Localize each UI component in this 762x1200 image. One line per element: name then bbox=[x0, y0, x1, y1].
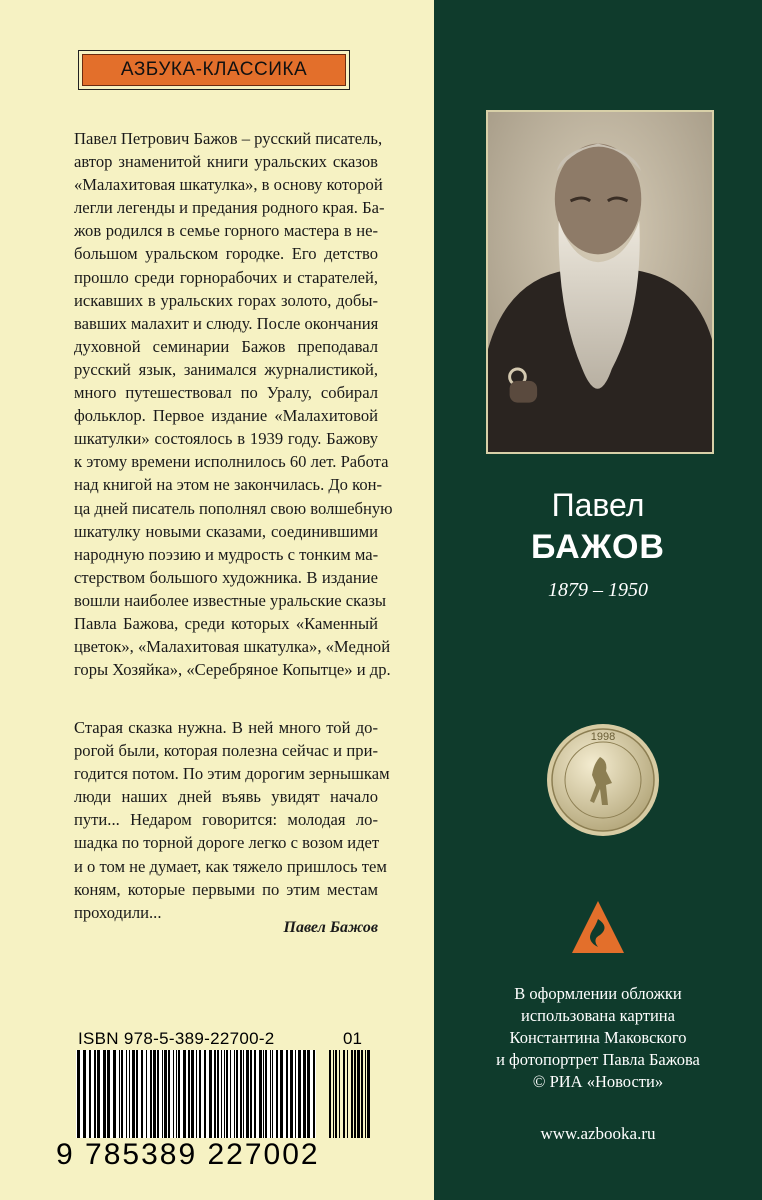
description-line: Павла Бажова, среди которых «Каменный bbox=[74, 613, 378, 633]
description-line: духовной семинарии Бажов преподавал bbox=[74, 336, 378, 356]
quote-line: пути... Недаром говорится: молодая ло- bbox=[74, 810, 378, 830]
quote-signature: Павел Бажов bbox=[283, 919, 378, 936]
description-line: автор знаменитой книги уральских сказов bbox=[74, 152, 378, 172]
description-line: к этому времени исполнилось 60 лет. Работа bbox=[74, 452, 389, 472]
quote-line: проходили... bbox=[74, 902, 162, 922]
quote-line: люди наших дней въявь увидят начало bbox=[74, 787, 378, 807]
quote-line: рогой были, которая полезна сейчас и при- bbox=[74, 741, 378, 761]
cover-credits bbox=[434, 983, 762, 1093]
description-line: цветок», «Малахитовая шкатулка», «Медной bbox=[74, 637, 391, 657]
description-line: стерством большого художника. В издание bbox=[74, 567, 378, 587]
quote-line: шадка по торной дороге легко с возом идет bbox=[74, 833, 380, 853]
author-portrait-photo bbox=[486, 110, 714, 454]
description-line: «Малахитовая шкатулка», в основу которой bbox=[74, 175, 383, 195]
description-line: русский язык, занимался журналистикой, bbox=[74, 359, 378, 379]
description-line: вошли наиболее известные уральские сказы bbox=[74, 590, 387, 610]
description-line: шкатулку новыми сказами, соединившими bbox=[74, 521, 378, 541]
publisher-website: www.azbooka.ru bbox=[540, 1124, 656, 1143]
description-line: много путешествовал по Уралу, собирал bbox=[74, 383, 378, 403]
description-line: горы Хозяйка», «Серебряное Копытце» и др. bbox=[74, 660, 391, 680]
quote-line: коням, которые первыми по этим местам bbox=[74, 879, 378, 899]
barcode-icon bbox=[76, 1050, 316, 1138]
description-line: жов родился в семье горного мастера в не- bbox=[74, 221, 378, 241]
credit-line: © РИА «Новости» bbox=[532, 1072, 664, 1091]
medal-year: 1998 bbox=[590, 731, 616, 743]
description-line: легли легенды и предания родного края. Ба- bbox=[74, 198, 385, 218]
quote-line: годится потом. По этим дорогим зернышкам bbox=[74, 764, 390, 784]
azbuka-logo-icon bbox=[570, 899, 626, 955]
description-line: фольклор. Первое издание «Малахитовой bbox=[74, 406, 378, 426]
quote-line: и о том не думает, как тяжело пришлось тем bbox=[74, 856, 387, 876]
author-quote bbox=[74, 716, 390, 924]
series-label: АЗБУКА-КЛАССИКА bbox=[82, 54, 346, 86]
description-line: прошло среди горнорабочих и старателей, bbox=[74, 267, 378, 287]
isbn-addon: 01 bbox=[343, 1029, 362, 1048]
credit-line: и фотопортрет Павла Бажова bbox=[496, 1050, 700, 1069]
author-first-name: Павел bbox=[551, 487, 645, 523]
series-label-box bbox=[78, 50, 350, 90]
quote-line: Старая сказка нужна. В ней много той до- bbox=[74, 718, 378, 737]
description-line: народную поэзию и мудрость с тонким ма- bbox=[74, 544, 379, 564]
author-life-years: 1879 – 1950 bbox=[548, 579, 648, 601]
description-line: ца дней писатель пополнял свою волшебную bbox=[74, 498, 393, 518]
isbn-number: ISBN 978-5-389-22700-2 bbox=[78, 1029, 275, 1048]
description-line: Павел Петрович Бажов – русский писатель, bbox=[74, 129, 383, 148]
description-line: вавших малахит и слюду. После окончания bbox=[74, 313, 379, 333]
description-line: искавших в уральских горах золото, добы- bbox=[74, 290, 378, 310]
author-last-name: БАЖОВ bbox=[531, 528, 665, 566]
barcode-addon-icon bbox=[328, 1050, 374, 1138]
credit-line: использована картина bbox=[521, 1006, 675, 1025]
description-line: над книгой на этом не закончилась. До кон- bbox=[74, 475, 383, 495]
barcode-digits: 9 785389 227002 bbox=[56, 1138, 320, 1171]
author-description bbox=[74, 127, 393, 681]
description-line: шкатулки» состоялось в 1939 году. Бажову bbox=[74, 429, 378, 449]
credit-line: В оформлении обложки bbox=[514, 984, 682, 1003]
credit-line: Константина Маковского bbox=[509, 1028, 687, 1047]
description-line: большом уральском городке. Его детство bbox=[74, 244, 378, 264]
